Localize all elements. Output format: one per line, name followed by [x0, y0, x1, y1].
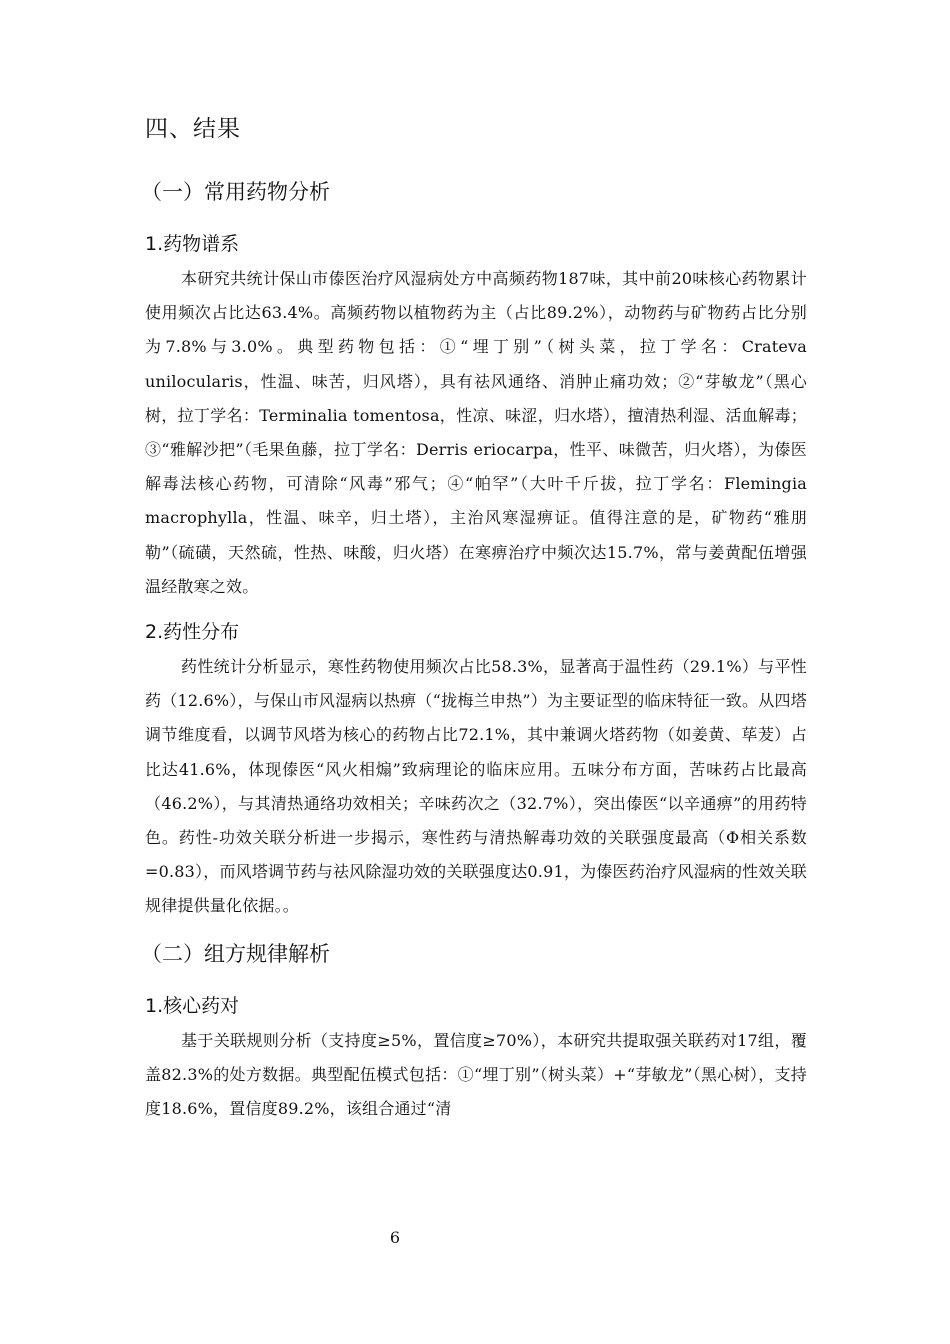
paragraph-drug-property: 药性统计分析显示，寒性药物使用频次占比58.3%，显著高于温性药（29.1%）与平性药（12.6%），与保山市风湿病以热痹（“拢梅兰申热”）为主要证型的临床特征一致。从四塔调节维度看，以调节风塔为核心的药物占比72.1%，其中兼调火塔药物（如姜黄、荜茇）占比达41.6%，体现傣医“风火相煽”致病理论的临床应用。五味分布方面，苦味药占比最高（46.2%），与其清热通络功效相关；辛味药次之（32.7%），突出傣医“以辛通痹”的用药特色。药性-功效关联分析进一步揭示，寒性药与清热解毒功效的关联强度最高（Φ相关系数=0.83），而风塔调节药与祛风除湿功效的关联强度达0.91，为傣医药治疗风湿病的性效关联规律提供量化依据。。 [145, 657, 807, 916]
heading-drug-spectrum: 1.药物谱系 [145, 233, 240, 255]
subsection-title-drug-analysis: （一）常用药物分析 [141, 180, 330, 204]
page-number: 6 [389, 1228, 401, 1247]
paragraph-drug-spectrum: 本研究共统计保山市傣医治疗风湿病处方中高频药物187味，其中前20味核心药物累计使用频次占比达63.4%。高频药物以植物药为主（占比89.2%），动物药与矿物药占比分别为7.8%与3.0%。典型药物包括：①“埋丁别”（树头菜，拉丁学名：Crateva unilocularis，性温、味苦，归风塔），具有祛风通络、消肿止痛功效；②“芽敏龙”（黑心树，拉丁学名：Terminalia tomentosa，性凉、味涩，归水塔），擅清热利湿、活血解毒；③“雅解沙把”（毛果鱼藤，拉丁学名：Derris eriocarpa，性平、味微苦，归火塔），为傣医解毒法核心药物，可清除“风毒”邪气；④“帕罕”（大叶千斤拔，拉丁学名：Flemingia macrophylla，性温、味辛，归土塔），主治风寒湿痹证。值得注意的是，矿物药“雅朋勒”（硫磺，天然硫，性热、味酸，归火塔）在寒痹治疗中频次达15.7%，常与姜黄配伍增强温经散寒之效。 [145, 269, 807, 596]
paragraph-core-drug-pairs: 基于关联规则分析（支持度≥5%，置信度≥70%），本研究共提取强关联药对17组，覆盖82.3%的处方数据。典型配伍模式包括：①“埋丁别”（树头菜）+“芽敏龙”（黑心树），支持度18.6%，置信度89.2%，该组合通过“清 [145, 1030, 807, 1119]
page-content [141, 108, 807, 1136]
heading-drug-property: 2.药性分布 [145, 621, 240, 644]
section-title: 四、结果 [145, 116, 241, 142]
subsection-title-formula-rules: （二）组方规律解析 [141, 941, 330, 966]
heading-core-drug-pairs: 1.核心药对 [145, 994, 240, 1017]
